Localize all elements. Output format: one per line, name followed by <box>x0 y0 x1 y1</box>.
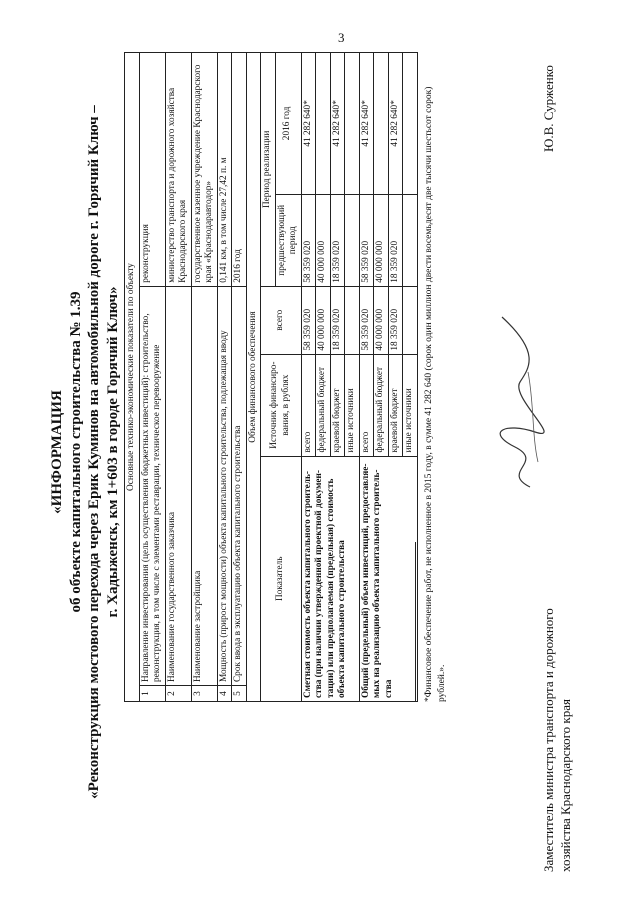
footnote: *Финансовое обеспечение работ, не исполненное в 2015 году, в сумме 41 282 640 (сорок один миллион двести восемьдесят две тысячи шестьсот сорок) рублей.». <box>424 86 447 702</box>
signatory-name: Ю.В. Сурженко <box>541 65 556 152</box>
signatory-position: Заместитель министра транспорта и дорожного хозяйства Краснодарского края <box>541 608 573 872</box>
title-line-1: «ИНФОРМАЦИЯ <box>49 390 65 514</box>
object-info-table <box>124 52 418 702</box>
table-row: краевой бюджет 18 359 020 18 359 020 41 282 640* <box>388 53 403 702</box>
table-row: Общий (предельный) объем инвестиций, предоставляе-мых на реализацию объекта капитального строитель-ства всего 58 359 020 58 359 020 41 282 640* <box>359 53 374 702</box>
table-row: иные источники <box>345 53 360 702</box>
table-row: 4 Мощность (прирост мощности) объекта капитального строительства, подлежащая вводу 0,141 км, в том числе 27,42 п. м <box>217 53 232 702</box>
finance-header: Объем финансового обеспечения <box>246 53 261 702</box>
col-source-header: Источник финансиро-вания, в рублях <box>261 354 302 456</box>
title-line-3: «Реконструкция мостового перехода через Ерик Куминов на автомобильной дороге г. Горячий Ключ – <box>86 105 102 799</box>
footnote-divider <box>415 542 416 702</box>
handwritten-signature <box>490 312 550 492</box>
col-previous-header: предшествующий период <box>275 194 301 286</box>
col-total-header: всего <box>261 286 302 354</box>
table-row: 5 Срок ввода в эксплуатацию объекта капитального строительства 2016 год <box>232 53 247 702</box>
page-number: 3 <box>338 30 345 45</box>
rotated-page-content <box>40 32 600 872</box>
title-line-2: об объекте капитального строительства № 1.39 <box>67 291 84 613</box>
col-indicator-header: Показатель <box>261 456 302 701</box>
section-header: Основные технико-экономические показатели по объекту <box>125 53 140 702</box>
col-period-header: Период реализации <box>261 53 276 287</box>
col-year-header: 2016 год <box>275 53 301 195</box>
document-title <box>48 32 122 872</box>
table-row: 3 Наименование застройщика государственное казенное учреждение Краснодарского края «Краснодаравтодор» <box>191 53 217 702</box>
table-row: 1 Направление инвестирования (цель осуществления бюджетных инвестиций): строительство, реконструкция, в том числе с элементами реставрации, техническое перевооружение реконструкция <box>139 53 165 702</box>
table-row: Сметная стоимость объекта капитального строитель-ства (при наличии утвержденной проектной докумен-тации) или предполагаемая (предельная) стоимость объекта капитального строительства всего 58 359 020 58 359 020 41 282 640* <box>301 53 316 702</box>
table-row: 2 Наименование государственного заказчика министерство транспорта и дорожного хозяйства Краснодарского края <box>165 53 191 702</box>
title-line-4: г. Хадыженск, км 1+603 в городе Горячий Ключ» <box>104 286 121 618</box>
table-row: краевой бюджет 18 359 020 18 359 020 41 282 640* <box>330 53 345 702</box>
indicator-estimated-cost: Сметная стоимость объекта капитального строитель-ства (при наличии утвержденной проектной докумен-тации) или предполагаемая (предельная) стоимость объекта капитального строительства <box>301 456 359 701</box>
table-row: федеральный бюджет 40 000 000 40 000 000 <box>374 53 389 702</box>
table-row: федеральный бюджет 40 000 000 40 000 000 <box>316 53 331 702</box>
indicator-total-investment: Общий (предельный) объем инвестиций, предоставляе-мых на реализацию объекта капитального строитель-ства <box>359 456 417 701</box>
table-row: иные источники <box>403 53 418 702</box>
